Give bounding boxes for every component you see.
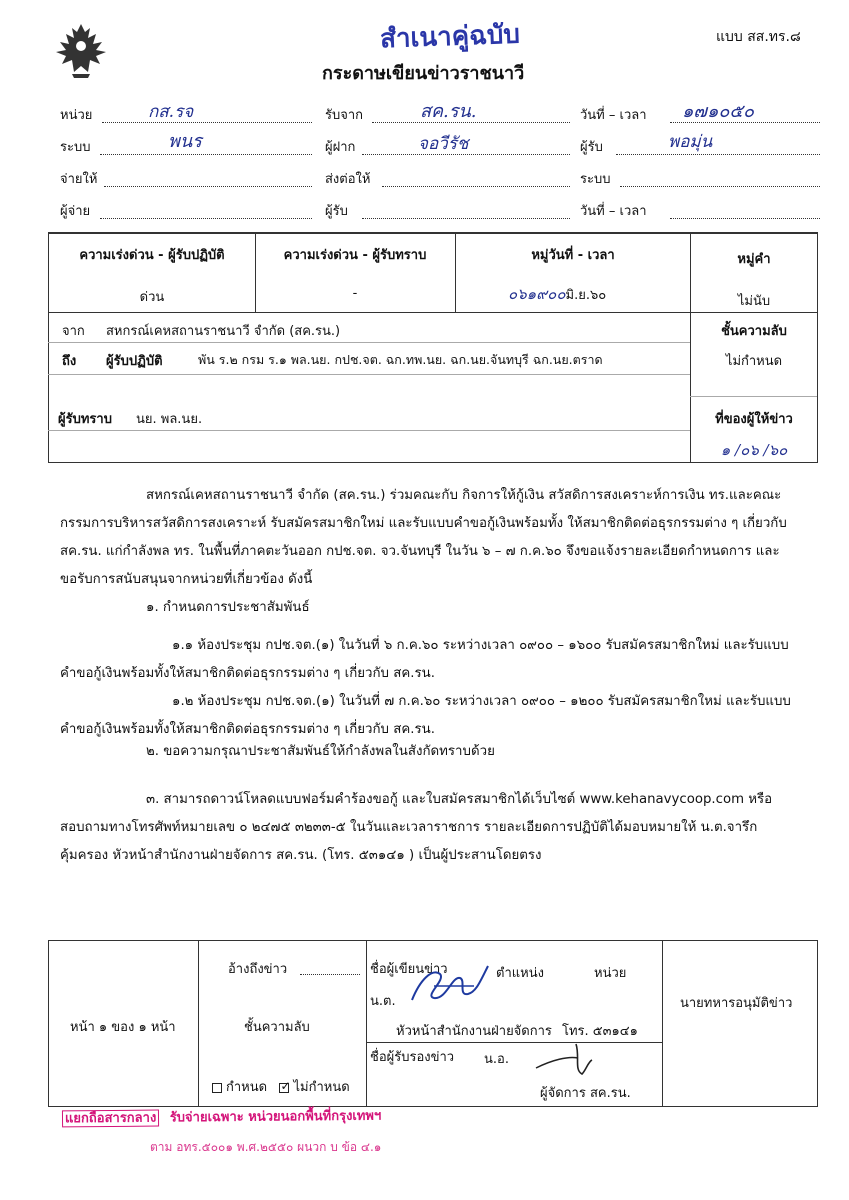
- body-intro: สหกรณ์เคหสถานราชนาวี จำกัด (สค.รน.) ร่วมคณะกับ กิจการให้กู้เงิน สวัสดิการสงเคราะห์การเงิน ทร.และคณะกรรมการบริหารสวัสดิการสงเคราะห์ รับสมัครสมาชิกใหม่ และรับแบบคำขอกู้เงินพร้อมทั้ง ให้สมาชิกติดต่อธุรกรรมต่าง ๆ เกี่ยวกับ สค.รน. แก่กำลังพล ทร. ในพื้นที่ภาคตะวันออก กปช.จต. จว.จันทบุรี ในวัน ๖ – ๗ ก.ค.๖๐ จึงขอแจ้งรายละเอียดกำหนดการ และขอรับการสนับสนุนจากหน่วยที่เกี่ยวข้อง ดังนี้: [60, 488, 787, 587]
- unit-footer-label: หน่วย: [594, 966, 627, 981]
- system-label-2: ระบบ: [580, 172, 611, 187]
- routing-stamp-text: รับจ่ายเฉพาะ หน่วยนอกพื้นที่กรุงเทพฯ: [169, 1108, 382, 1126]
- unit-label: หน่วย: [60, 108, 93, 123]
- from-value: สหกรณ์เคหสถานราชนาวี จำกัด (สค.รน.): [106, 324, 341, 339]
- col-header-dtg: หมู่วันที่ - เวลา: [531, 248, 615, 263]
- routing-stamp-boxed: แยกถือสารกลาง: [62, 1110, 159, 1128]
- writer-position: หัวหน้าสำนักงานฝ่ายจัดการ: [396, 1024, 552, 1039]
- body-item2: ๒. ขอความกรุณาประชาสัมพันธ์ให้กำลังพลในสังกัดทราบด้วย: [146, 744, 495, 759]
- position-label: ตำแหน่ง: [496, 966, 544, 981]
- unit-value: กส.รจ: [148, 102, 194, 122]
- info-value: นย. พล.นย.: [136, 412, 203, 427]
- secrecy-value: ไม่กำหนด: [725, 354, 783, 369]
- dtg-value: ๐๖๑๙๐๐มิ.ย.๖๐: [508, 285, 607, 303]
- form-code: แบบ สส.ทร.๘: [716, 29, 801, 45]
- received-from-value: สค.รน.: [420, 101, 477, 122]
- approver-label: นายทหารอนุมัติข่าว: [680, 996, 793, 1011]
- info-label: ผู้รับทราบ: [58, 412, 112, 427]
- col-header-urgency-action: ความเร่งด่วน - ผู้รับปฏิบัติ: [79, 248, 225, 263]
- body-item3: ๓. สามารถดาวน์โหลดแบบฟอร์มคำร้องขอกู้ และใบสมัครสมาชิกได้เว็บไซต์ www.kehanavycoop.com หรือ สอบถามทางโทรศัพท์หมายเลข ๐ ๒๔๗๕ ๓๒๓๓-๕ ในวันและเวลาราชการ รายละเอียดการปฏิบัติได้มอบหมายให้ น.ต.จารึก คุ้มครอง หัวหน้าสำนักงานฝ่ายจัดการ สค.รน. (โทร. ๕๓๑๔๑ ) เป็นผู้ประสานโดยตรง: [60, 792, 773, 863]
- datetime-label-1: วันที่ – เวลา: [580, 108, 647, 123]
- copy-stamp: สำเนาคู่ฉบับ: [379, 19, 521, 55]
- signature-icon: [530, 1040, 600, 1080]
- to-value: พัน ร.๒ กรม ร.๑ พล.นย. กปช.จต. ฉก.ทพ.นย. ฉก.นย.จันทบุรี ฉก.นย.ตราด: [198, 352, 603, 367]
- payer-label: ผู้จ่าย: [60, 204, 91, 219]
- writer-phone: โทร. ๕๓๑๔๑: [562, 1024, 638, 1039]
- page-info: หน้า ๑ ของ ๑ หน้า: [70, 1020, 176, 1035]
- body-item1-1: ๑.๑ ห้องประชุม กปช.จต.(๑) ในวันที่ ๖ ก.ค.๖๐ ระหว่างเวลา ๐๙๐๐ – ๑๖๐๐ รับสมัครสมาชิกใหม่ และรับแบบคำขอกู้เงินพร้อมทั้งให้สมาชิกติดต่อธุรกรรมต่าง ๆ เกี่ยวกับ สค.รน.: [60, 638, 789, 681]
- secrecy-footer-label: ชั้นความลับ: [244, 1020, 310, 1035]
- receiver-label-1: ผู้รับ: [580, 140, 603, 155]
- col-header-urgency-info: ความเร่งด่วน - ผู้รับทราบ: [283, 248, 427, 263]
- depositor-value: จอวีรัช: [418, 134, 469, 154]
- system-label-1: ระบบ: [60, 140, 91, 155]
- forward-to-label: ส่งต่อให้: [325, 172, 371, 187]
- certifier-position: ผู้จัดการ สค.รน.: [540, 1086, 631, 1101]
- to-action-label: ผู้รับปฏิบัติ: [106, 354, 163, 369]
- routing-stamp: [62, 1105, 381, 1129]
- originator-ref-header: ที่ของผู้ให้ข่าว: [715, 412, 793, 427]
- checkbox-undefined[interactable]: [279, 1083, 289, 1093]
- urgency-info-value: -: [352, 286, 358, 301]
- depositor-label: ผู้ฝาก: [325, 140, 356, 155]
- certifier-rank: น.อ.: [484, 1052, 509, 1067]
- signature-icon: [404, 960, 494, 1008]
- writer-label: ชื่อผู้เขียนข่าว: [370, 962, 448, 977]
- from-label: จาก: [62, 324, 85, 339]
- certifier-label: ชื่อผู้รับรองข่าว: [370, 1050, 455, 1065]
- originator-ref-value: ๑ /๐๖ /๖๐: [720, 441, 788, 459]
- urgency-action-value: ด่วน: [139, 290, 165, 305]
- body-item1-2: ๑.๒ ห้องประชุม กปช.จต.(๑) ในวันที่ ๗ ก.ค.๖๐ ระหว่างเวลา ๐๙๐๐ – ๑๒๐๐ รับสมัครสมาชิกใหม่ และรับแบบคำขอกู้เงินพร้อมทั้งให้สมาชิกติดต่อธุรกรรมต่าง ๆ เกี่ยวกับ สค.รน.: [60, 694, 791, 737]
- page-title: กระดาษเขียนข่าวราชนาวี: [322, 63, 525, 84]
- datetime-value-1: ๑๗๑๐๕๐: [682, 101, 754, 122]
- receiver-value-1: พอมุ่น: [668, 132, 713, 152]
- routing-stamp-ref: ตาม อทร.๕๐๐๑ พ.ศ.๒๕๕๐ ผนวก บ ข้อ ๔.๑: [150, 1140, 382, 1154]
- word-count-value: ไม่นับ: [737, 294, 771, 309]
- received-from-label: รับจาก: [325, 108, 364, 123]
- checkbox-define[interactable]: [212, 1083, 222, 1093]
- receiver-label-2: ผู้รับ: [325, 204, 348, 219]
- col-header-word-count: หมู่คำ: [737, 252, 771, 267]
- send-to-label: จ่ายให้: [60, 172, 98, 187]
- system-value-1: พนร: [168, 131, 202, 152]
- to-label: ถึง: [62, 354, 77, 369]
- checkbox-group: กำหนด ✓ ไม่กำหนด: [212, 1076, 350, 1097]
- writer-rank: น.ต.: [370, 994, 396, 1009]
- ref-label: อ้างถึงข่าว: [228, 962, 288, 977]
- secrecy-header: ชั้นความลับ: [721, 324, 787, 339]
- body-item1: ๑. กำหนดการประชาสัมพันธ์: [146, 600, 310, 615]
- datetime-label-2: วันที่ – เวลา: [580, 204, 647, 219]
- garuda-emblem-icon: [50, 20, 112, 82]
